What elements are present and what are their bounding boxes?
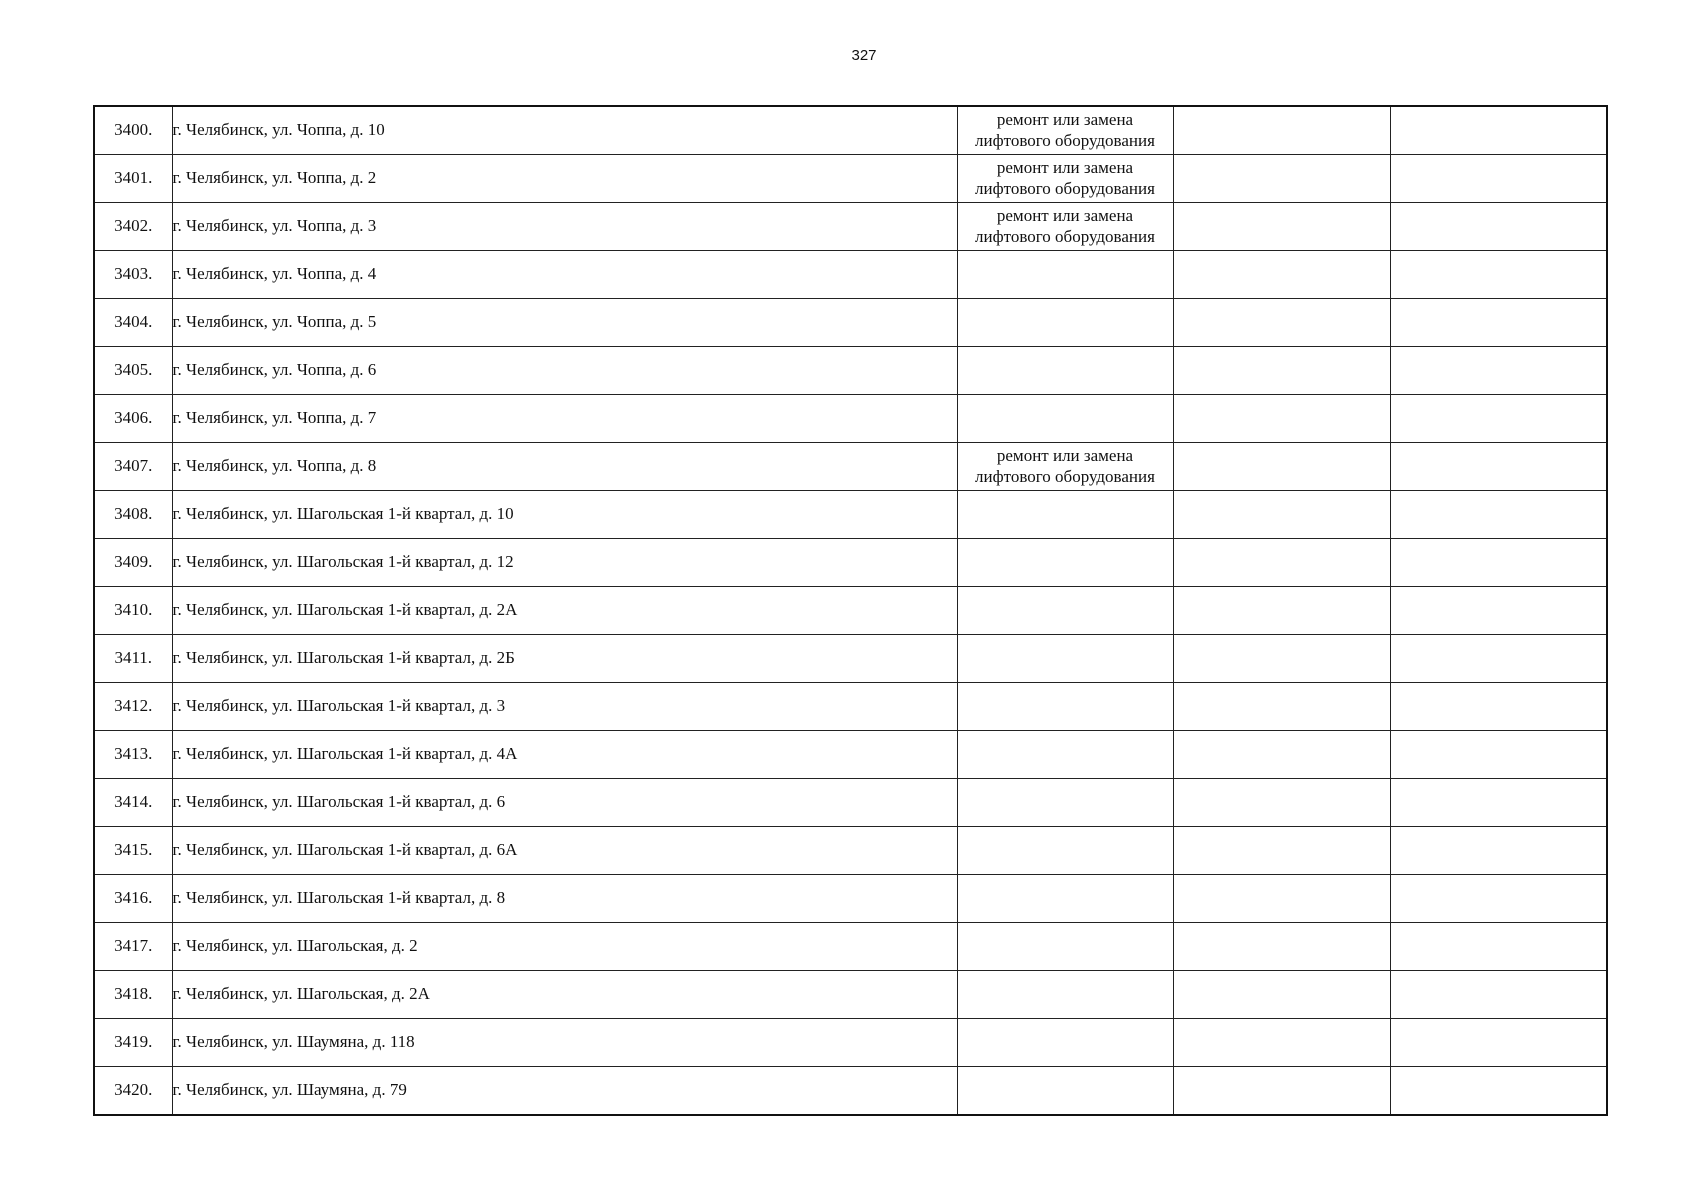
address-text: г. Челябинск, ул. Шагольская, д. 2А	[172, 984, 430, 1004]
address-cell	[172, 203, 957, 251]
column-4-cell	[1173, 827, 1390, 875]
table-row	[94, 395, 1607, 443]
address-text: г. Челябинск, ул. Шагольская 1-й квартал, д. 8	[172, 888, 506, 908]
address-text: г. Челябинск, ул. Шагольская 1-й квартал, д. 10	[172, 504, 514, 524]
row-number-cell	[94, 683, 172, 731]
row-number: 3405.	[114, 360, 153, 380]
row-number: 3402.	[114, 216, 153, 236]
address-cell	[172, 443, 957, 491]
address-text: г. Челябинск, ул. Шагольская 1-й квартал, д. 2Б	[172, 648, 515, 668]
column-5-cell	[1390, 491, 1607, 539]
row-number: 3407.	[114, 456, 153, 476]
work-type-line1: ремонт или замена	[996, 446, 1134, 466]
address-text: г. Челябинск, ул. Шагольская 1-й квартал, д. 12	[172, 552, 514, 572]
row-number-cell	[94, 395, 172, 443]
address-cell	[172, 779, 957, 827]
row-number: 3411.	[114, 648, 153, 668]
row-number-cell	[94, 923, 172, 971]
page-number: 327	[851, 47, 877, 64]
row-number-cell	[94, 106, 172, 155]
column-5-cell	[1390, 1067, 1607, 1116]
column-4-cell	[1173, 923, 1390, 971]
address-text: г. Челябинск, ул. Чоппа, д. 4	[172, 264, 377, 284]
work-type-cell	[957, 779, 1173, 827]
column-4-cell	[1173, 875, 1390, 923]
row-number-cell	[94, 299, 172, 347]
row-number-cell	[94, 971, 172, 1019]
address-text: г. Челябинск, ул. Шагольская 1-й квартал, д. 2А	[172, 600, 518, 620]
work-type-cell	[957, 395, 1173, 443]
column-4-cell	[1173, 347, 1390, 395]
address-cell	[172, 971, 957, 1019]
column-4-cell	[1173, 683, 1390, 731]
address-text: г. Челябинск, ул. Чоппа, д. 2	[172, 168, 377, 188]
column-5-cell	[1390, 106, 1607, 155]
address-text: г. Челябинск, ул. Чоппа, д. 6	[172, 360, 377, 380]
row-number: 3418.	[114, 984, 153, 1004]
column-5-cell	[1390, 731, 1607, 779]
row-number: 3419.	[114, 1032, 153, 1052]
column-5-cell	[1390, 299, 1607, 347]
work-type-cell	[957, 827, 1173, 875]
address-cell	[172, 635, 957, 683]
work-type-cell	[957, 635, 1173, 683]
table-row	[94, 635, 1607, 683]
table-body	[94, 106, 1607, 1115]
row-number: 3412.	[114, 696, 153, 716]
column-4-cell	[1173, 1019, 1390, 1067]
address-text: г. Челябинск, ул. Чоппа, д. 8	[172, 456, 377, 476]
column-5-cell	[1390, 779, 1607, 827]
row-number-cell	[94, 539, 172, 587]
address-cell	[172, 875, 957, 923]
table-row	[94, 539, 1607, 587]
work-type-cell	[957, 539, 1173, 587]
work-type-cell	[957, 683, 1173, 731]
column-5-cell	[1390, 539, 1607, 587]
work-type-cell	[957, 203, 1173, 251]
work-type-line1: ремонт или замена	[996, 158, 1134, 178]
column-5-cell	[1390, 251, 1607, 299]
column-5-cell	[1390, 1019, 1607, 1067]
row-number-cell	[94, 203, 172, 251]
address-text: г. Челябинск, ул. Шагольская 1-й квартал, д. 4А	[172, 744, 518, 764]
column-4-cell	[1173, 1067, 1390, 1116]
work-type-cell	[957, 923, 1173, 971]
row-number-cell	[94, 251, 172, 299]
work-type-cell	[957, 971, 1173, 1019]
work-type-line2: лифтового оборудования	[975, 466, 1155, 486]
table-row	[94, 587, 1607, 635]
address-cell	[172, 1019, 957, 1067]
column-5-cell	[1390, 587, 1607, 635]
row-number-cell	[94, 875, 172, 923]
address-text: г. Челябинск, ул. Шаумяна, д. 79	[172, 1080, 407, 1100]
column-5-cell	[1390, 635, 1607, 683]
row-number: 3415.	[114, 840, 153, 860]
column-4-cell	[1173, 539, 1390, 587]
row-number: 3414.	[114, 792, 153, 812]
address-cell	[172, 299, 957, 347]
work-type-line2: лифтового оборудования	[975, 130, 1155, 150]
column-4-cell	[1173, 443, 1390, 491]
column-5-cell	[1390, 443, 1607, 491]
work-type-line1: ремонт или замена	[996, 206, 1134, 226]
address-cell	[172, 731, 957, 779]
table-row	[94, 443, 1607, 491]
address-cell	[172, 683, 957, 731]
row-number-cell	[94, 779, 172, 827]
table-row	[94, 1019, 1607, 1067]
table-row	[94, 683, 1607, 731]
column-5-cell	[1390, 827, 1607, 875]
table-row	[94, 299, 1607, 347]
column-4-cell	[1173, 587, 1390, 635]
column-5-cell	[1390, 395, 1607, 443]
column-5-cell	[1390, 347, 1607, 395]
address-cell	[172, 1067, 957, 1116]
address-text: г. Челябинск, ул. Чоппа, д. 10	[172, 120, 385, 140]
address-cell	[172, 491, 957, 539]
address-text: г. Челябинск, ул. Шагольская 1-й квартал, д. 6А	[172, 840, 518, 860]
work-type-line2: лифтового оборудования	[975, 178, 1155, 198]
address-text: г. Челябинск, ул. Шагольская 1-й квартал, д. 3	[172, 696, 506, 716]
row-number-cell	[94, 443, 172, 491]
work-type-cell	[957, 1019, 1173, 1067]
column-4-cell	[1173, 106, 1390, 155]
row-number-cell	[94, 587, 172, 635]
column-5-cell	[1390, 971, 1607, 1019]
table-row	[94, 971, 1607, 1019]
row-number-cell	[94, 827, 172, 875]
work-type-cell	[957, 587, 1173, 635]
column-5-cell	[1390, 155, 1607, 203]
row-number-cell	[94, 1067, 172, 1116]
column-4-cell	[1173, 203, 1390, 251]
address-text: г. Челябинск, ул. Шагольская, д. 2	[172, 936, 418, 956]
address-cell	[172, 155, 957, 203]
table-row	[94, 923, 1607, 971]
work-type-cell	[957, 731, 1173, 779]
column-4-cell	[1173, 779, 1390, 827]
column-5-cell	[1390, 875, 1607, 923]
row-number: 3416.	[114, 888, 153, 908]
table-row	[94, 203, 1607, 251]
address-text: г. Челябинск, ул. Чоппа, д. 5	[172, 312, 377, 332]
row-number: 3401.	[114, 168, 153, 188]
work-type-cell	[957, 443, 1173, 491]
work-type-cell	[957, 347, 1173, 395]
row-number: 3404.	[114, 312, 153, 332]
address-text: г. Челябинск, ул. Шагольская 1-й квартал, д. 6	[172, 792, 506, 812]
table-row	[94, 347, 1607, 395]
table-row	[94, 491, 1607, 539]
table-row	[94, 251, 1607, 299]
table-row	[94, 1067, 1607, 1116]
address-text: г. Челябинск, ул. Чоппа, д. 7	[172, 408, 377, 428]
table-row	[94, 155, 1607, 203]
address-cell	[172, 539, 957, 587]
address-table	[93, 105, 1608, 1116]
column-4-cell	[1173, 251, 1390, 299]
row-number-cell	[94, 347, 172, 395]
column-4-cell	[1173, 491, 1390, 539]
address-cell	[172, 923, 957, 971]
column-5-cell	[1390, 923, 1607, 971]
row-number-cell	[94, 635, 172, 683]
row-number: 3409.	[114, 552, 153, 572]
column-4-cell	[1173, 299, 1390, 347]
row-number: 3400.	[114, 120, 153, 140]
address-cell	[172, 347, 957, 395]
column-5-cell	[1390, 683, 1607, 731]
work-type-line2: лифтового оборудования	[975, 226, 1155, 246]
row-number-cell	[94, 155, 172, 203]
table-row	[94, 731, 1607, 779]
address-cell	[172, 827, 957, 875]
row-number-cell	[94, 731, 172, 779]
table-row	[94, 875, 1607, 923]
work-type-cell	[957, 251, 1173, 299]
address-cell	[172, 251, 957, 299]
address-cell	[172, 395, 957, 443]
address-text: г. Челябинск, ул. Чоппа, д. 3	[172, 216, 377, 236]
work-type-cell	[957, 155, 1173, 203]
row-number: 3410.	[114, 600, 153, 620]
column-4-cell	[1173, 395, 1390, 443]
row-number: 3408.	[114, 504, 153, 524]
row-number-cell	[94, 491, 172, 539]
column-4-cell	[1173, 635, 1390, 683]
address-text: г. Челябинск, ул. Шаумяна, д. 118	[172, 1032, 415, 1052]
table-row	[94, 827, 1607, 875]
work-type-cell	[957, 1067, 1173, 1116]
column-4-cell	[1173, 971, 1390, 1019]
row-number: 3420.	[114, 1080, 153, 1100]
column-4-cell	[1173, 155, 1390, 203]
work-type-cell	[957, 875, 1173, 923]
table-row	[94, 106, 1607, 155]
row-number: 3413.	[114, 744, 153, 764]
address-cell	[172, 106, 957, 155]
row-number-cell	[94, 1019, 172, 1067]
row-number: 3417.	[114, 936, 153, 956]
address-cell	[172, 587, 957, 635]
column-5-cell	[1390, 203, 1607, 251]
work-type-line1: ремонт или замена	[996, 110, 1134, 130]
work-type-cell	[957, 491, 1173, 539]
work-type-cell	[957, 299, 1173, 347]
column-4-cell	[1173, 731, 1390, 779]
row-number: 3403.	[114, 264, 153, 284]
table-row	[94, 779, 1607, 827]
row-number: 3406.	[114, 408, 153, 428]
work-type-cell	[957, 106, 1173, 155]
